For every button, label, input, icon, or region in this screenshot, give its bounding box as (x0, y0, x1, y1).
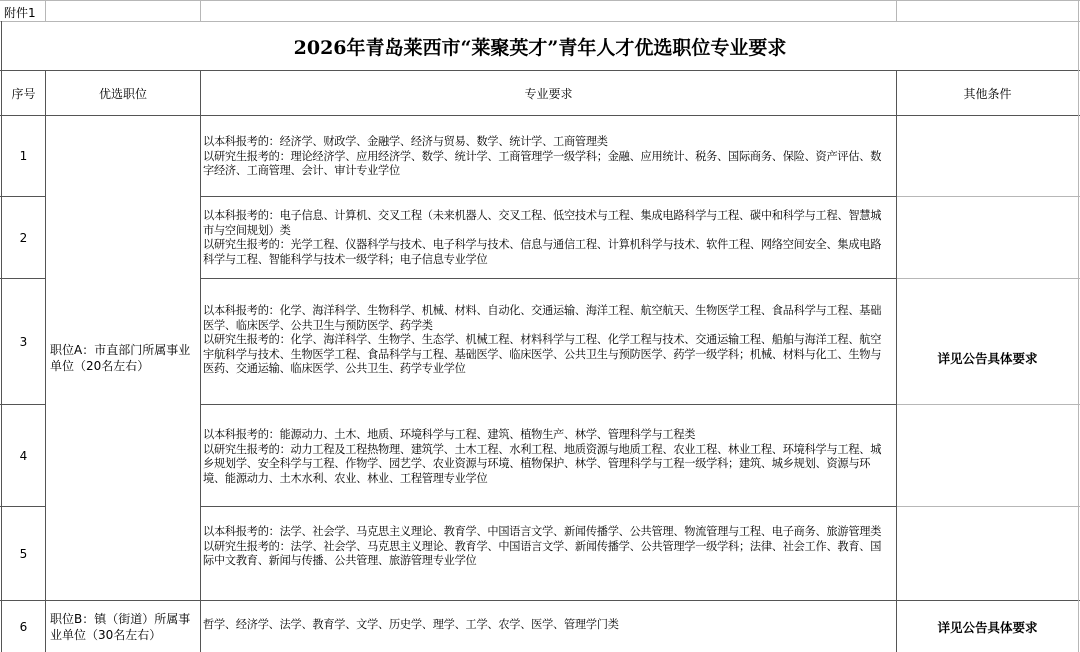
requirement-undergrad: 以本科报考的：化学、海洋科学、生物科学、机械、材料、自动化、交通运输、海洋工程、航空航天、生物医学工程、食品科学与工程、基础医学、临床医学、公共卫生与预防医学、药学类 (203, 304, 882, 332)
row-index: 5 (19, 546, 28, 561)
requirement-graduate: 以研究生报考的：动力工程及工程热物理、建筑学、土木工程、水利工程、地质资源与地质工程、农业工程、林业工程、环境科学与工程、城乡规划学、安全科学与工程、作物学、园艺学、农业资源与环境、植物保护、林学、管理科学与工程一级学科；建筑、城乡规划、资源与环境、能源动力、土木水利、农业、林业、工程管理专业学位 (203, 442, 882, 485)
grid-line (0, 0, 1080, 1)
position-a: 职位A：市直部门所属事业单位（20名左右） (50, 343, 191, 373)
requirement-undergrad: 以本科报考的：能源动力、土木、地质、环境科学与工程、建筑、植物生产、林学、管理科学与工程类 (203, 428, 696, 441)
header-major-requirements: 专业要求 (524, 86, 573, 101)
requirements-row-4 (201, 428, 893, 505)
header-index: 序号 (11, 86, 36, 101)
grid-line (200, 506, 896, 507)
row-index: 2 (19, 230, 28, 245)
row-index: 1 (19, 149, 28, 163)
grid-line (200, 196, 896, 197)
other-conditions-b: 详见公告具体要求 (937, 619, 1038, 635)
grid-line (200, 278, 896, 279)
grid-line (896, 0, 897, 21)
grid-line (200, 404, 896, 405)
requirement-category: 哲学、经济学、法学、教育学、文学、历史学、理学、工学、农学、医学、管理学门类 (203, 618, 619, 631)
requirement-undergrad: 以本科报考的：法学、社会学、马克思主义理论、教育学、中国语言文学、新闻传播学、公共管理、物流管理与工程、电子商务、旅游管理类 (203, 525, 882, 538)
grid-line (1078, 0, 1079, 652)
requirement-graduate: 以研究生报考的：理论经济学、应用经济学、数学、统计学、工商管理学一级学科；金融、应用统计、税务、国际商务、保险、资产评估、数字经济、工商管理、会计、审计专业学位 (203, 149, 882, 177)
row-index: 4 (19, 448, 28, 463)
grid-line (45, 0, 46, 21)
grid-line (200, 0, 201, 21)
requirement-undergrad: 以本科报考的：电子信息、计算机、交叉工程（未来机器人、交叉工程、低空技术与工程、集成电路科学与工程、碳中和科学与工程、智慧城市与空间规划）类 (203, 209, 882, 237)
header-other-conditions: 其他条件 (963, 86, 1012, 101)
row-index: 6 (19, 619, 28, 634)
requirements-row-3 (201, 304, 893, 403)
requirement-graduate: 以研究生报考的：光学工程、仪器科学与技术、电子科学与技术、信息与通信工程、计算机科学与技术、软件工程、网络空间安全、集成电路科学与工程、智能科学与技术一级学科；电子信息专业学位 (203, 238, 882, 266)
requirement-undergrad: 以本科报考的：经济学、财政学、金融学、经济与贸易、数学、统计学、工商管理类 (203, 135, 608, 148)
header-position: 优选职位 (98, 86, 147, 101)
requirement-graduate: 以研究生报考的：化学、海洋科学、生物学、生态学、机械工程、材料科学与工程、化学工程与技术、交通运输工程、船舶与海洋工程、航空宇航科学与技术、生物医学工程、食品科学与工程、基础医学、临床医学、公共卫生与预防医学、药学一级学科；机械、材料与化工、生物与医药、交通运输、临床医学、公共卫生、药学专业学位 (203, 333, 882, 375)
annex-label: 附件1 (4, 5, 36, 20)
page-title: 2026年青岛莱西市“莱聚英才”青年人才优选职位专业要求 (293, 36, 787, 59)
requirements-row-5 (201, 525, 893, 599)
requirements-row-2 (201, 209, 893, 277)
row-index: 3 (19, 334, 28, 349)
requirements-row-1 (201, 135, 893, 195)
other-conditions-a: 详见公告具体要求 (937, 351, 1038, 366)
position-b: 职位B：镇（街道）所属事业单位（30名左右） (50, 611, 191, 642)
requirements-row-6 (201, 618, 893, 636)
requirement-graduate: 以研究生报考的：法学、社会学、马克思主义理论、教育学、中国语言文学、新闻传播学、公共管理学一级学科；法律、社会工作、教育、国际中文教育、新闻与传播、公共管理、旅游管理专业学位 (203, 539, 882, 567)
